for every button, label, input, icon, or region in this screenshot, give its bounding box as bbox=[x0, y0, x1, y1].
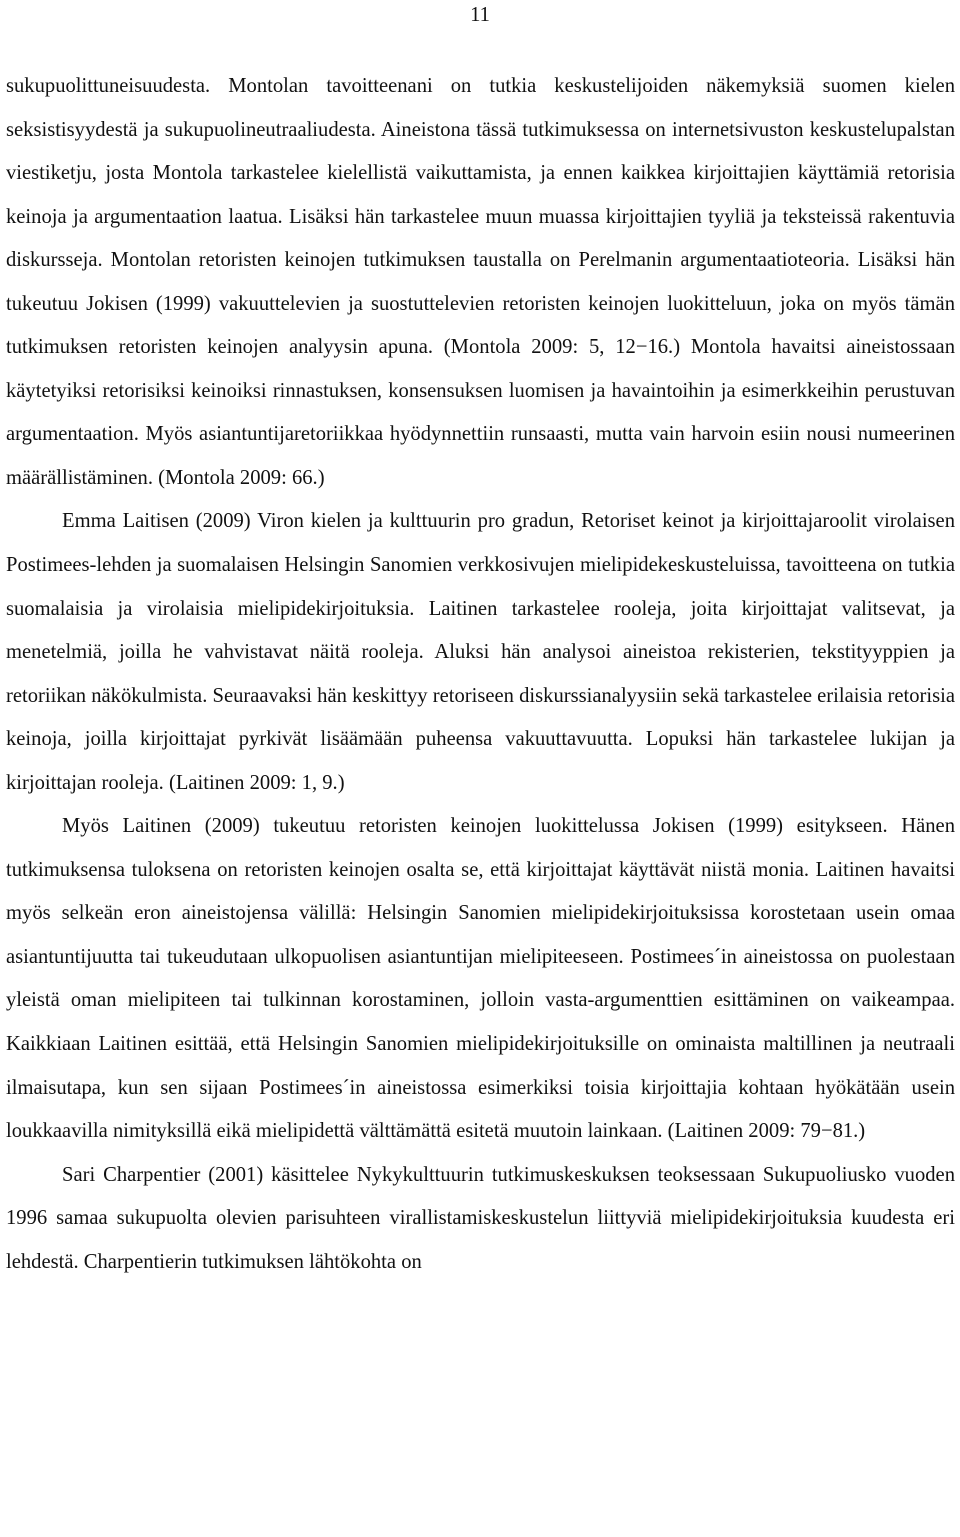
page-number: 11 bbox=[470, 4, 490, 26]
paragraph-laitinen-results: Myös Laitinen (2009) tukeutuu retoristen keinojen luokittelussa Jokisen (1999) esitykseen. Hänen tutkimuksensa tuloksena on retoristen keinojen osalta se, että kirjoittajat käyttävät niistä monia. Laitinen havaitsi myös selkeän eron aineistojensa välillä: Helsingin Sanomien mielipidekirjoituksissa korostetaan usein omaa asiantuntijuutta tai tukeudutaan ulkopuolisen asiantuntijan mielipiteeseen. Postimees´in aineistossa on puolestaan yleistä oman mielipiteen tai tulkinnan korostaminen, jolloin vasta-argumenttien esittäminen on vaikeampaa. Kaikkiaan Laitinen esittää, että Helsingin Sanomien mielipidekirjoituksille on ominaista maltillinen ja neutraali ilmaisutapa, kun sen sijaan Postimees´in aineistossa esimerkiksi toisia kirjoittajia kohtaan hyökätään usein loukkaavilla nimityksillä eikä mielipidettä välttämättä esitetä muutoin lainkaan. (Laitinen 2009: 79−81.) bbox=[6, 815, 955, 1143]
paragraph-charpentier: Sari Charpentier (2001) käsittelee Nykykulttuurin tutkimuskeskuksen teoksessaan Sukupuoliusko vuoden 1996 samaa sukupuolta olevien parisuhteen virallistamiskeskustelun liittyviä mielipidekirjoituksia kuudesta eri lehdestä. Charpentierin tutkimuksen lähtökohta on bbox=[6, 1163, 955, 1273]
body-text bbox=[6, 65, 955, 1284]
paragraph-montola: sukupuolittuneisuudesta. Montolan tavoitteenani on tutkia keskustelijoiden näkemyksiä suomen kielen seksistisyydestä ja sukupuolineutraaliudesta. Aineistona tässä tutkimuksessa on internetsivuston keskustelupalstan viestiketju, josta Montola tarkastelee kielellistä vaikuttamista, ja ennen kaikkea kirjoittajien käyttämiä retorisia keinoja ja argumentaation laatua. Lisäksi hän tarkastelee muun muassa kirjoittajien tyyliä ja teksteissä rakentuvia diskursseja. Montolan retoristen keinojen tutkimuksen taustalla on Perelmanin argumentaatioteoria. Lisäksi hän tukeutuu Jokisen (1999) vakuuttelevien ja suostuttelevien retoristen keinojen luokitteluun, joka on myös tämän tutkimuksen retoristen keinojen analyysin apuna. (Montola 2009: 5, 12−16.) Montola havaitsi aineistossaan käytetyiksi retorisiksi keinoiksi rinnastuksen, konsensuksen luomisen ja havaintoihin ja esimerkkeihin perustuvan argumentaation. Myös asiantuntijaretoriikkaa hyödynnettiin runsaasti, mutta vain harvoin esiin nousi numeerinen määrällistäminen. (Montola 2009: 66.) bbox=[6, 75, 955, 489]
paragraph-laitinen-intro: Emma Laitisen (2009) Viron kielen ja kulttuurin pro gradun, Retoriset keinot ja kirjoittajaroolit virolaisen Postimees-lehden ja suomalaisen Helsingin Sanomien verkkosivujen mielipidekeskusteluissa, tavoitteena on tutkia suomalaisia ja virolaisia mielipidekirjoituksia. Laitinen tarkastelee rooleja, joita kirjoittajat valitsevat, ja menetelmiä, joilla he vahvistavat näitä rooleja. Aluksi hän analysoi aineistoa rekisterien, tekstityyppien ja retoriikan näkökulmista. Seuraavaksi hän keskittyy retoriseen diskurssianalyysiin sekä tarkastelee erilaisia retorisia keinoja, joilla kirjoittajat pyrkivät lisäämään puheensa vakuuttavuutta. Lopuksi hän tarkastelee lukijan ja kirjoittajan rooleja. (Laitinen 2009: 1, 9.) bbox=[6, 510, 955, 794]
